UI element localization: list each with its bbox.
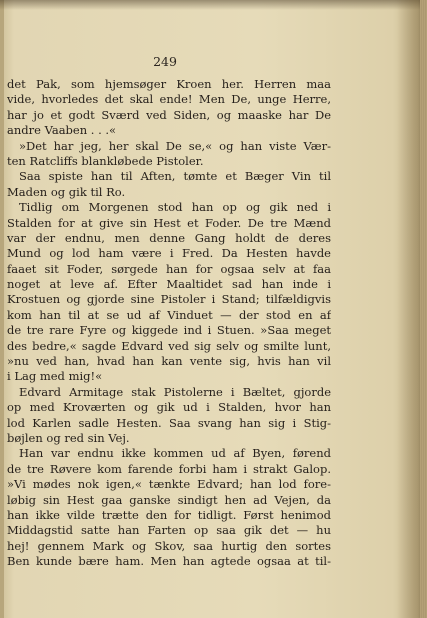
- text-line: lod Karlen sadle Hesten. Saa svang han sig i Stig-: [7, 415, 331, 430]
- text-line: i Lag med mig!«: [7, 369, 103, 384]
- text-line: var der endnu, men denne Gang holdt de deres: [7, 230, 331, 245]
- page-left-edge: [0, 0, 4, 618]
- text-line: kom han til at se ud af Vinduet — der stod en af: [7, 307, 331, 322]
- text-line: Middagstid satte han Farten op saa gik det — hu: [7, 523, 331, 538]
- text-line: Krostuen og gjorde sine Pistoler i Stand; tilfældigvis: [7, 292, 331, 307]
- text-line: »Det har jeg, her skal De se,« og han viste Vær-: [19, 138, 331, 153]
- text-line: bøjlen og red sin Vej.: [7, 430, 130, 445]
- body-text: [7, 77, 331, 570]
- text-line: løbig sin Hest gaa ganske sindigt hen ad Vejen, da: [7, 492, 331, 507]
- text-line: Han var endnu ikke kommen ud af Byen, førend: [19, 446, 331, 461]
- page-number: 249: [153, 54, 177, 69]
- text-line: op med Kroværten og gik ud i Stalden, hvor han: [7, 400, 331, 415]
- text-line: Saa spiste han til Aften, tømte et Bæger Vin til: [19, 169, 331, 184]
- text-line: har jo et godt Sværd ved Siden, og maaske har De: [7, 107, 331, 122]
- text-line: vide, hvorledes det skal ende! Men De, unge Herre,: [7, 92, 331, 107]
- text-line: Mund og lod ham være i Fred. Da Hesten havde: [7, 246, 331, 261]
- text-line: Maden og gik til Ro.: [7, 184, 126, 199]
- text-line: de tre rare Fyre og kiggede ind i Stuen. »Saa meget: [7, 323, 331, 338]
- text-line: det Pak, som hjemsøger Kroen her. Herren maa: [7, 77, 331, 91]
- top-shadow: [0, 0, 427, 10]
- text-line: »nu ved han, hvad han kan vente sig, hvis han vil: [7, 354, 331, 369]
- text-line: Ben kunde bære ham. Men han agtede ogsaa at til-: [7, 554, 331, 569]
- text-line: faaet sit Foder, sørgede han for ogsaa selv at faa: [7, 261, 331, 276]
- text-line: »Vi mødes nok igen,« tænkte Edvard; han lod fore-: [7, 477, 331, 492]
- text-line: Stalden for at give sin Hest et Foder. De tre Mænd: [7, 215, 331, 230]
- text-line: han ikke vilde trætte den for tidligt. Først henimod: [7, 507, 331, 522]
- text-line: ten Ratcliffs blankløbede Pistoler.: [7, 153, 204, 168]
- text-line: Edvard Armitage stak Pistolerne i Bæltet, gjorde: [19, 384, 331, 399]
- text-line: andre Vaaben . . .«: [7, 123, 117, 138]
- text-line: Tidlig om Morgenen stod han op og gik ned i: [19, 200, 331, 215]
- text-line: noget at leve af. Efter Maaltidet sad han inde i: [7, 277, 331, 292]
- text-line: des bedre,« sagde Edvard ved sig selv og smilte lunt,: [7, 338, 331, 353]
- page-edges: [420, 0, 427, 618]
- text-line: hej! gennem Mark og Skov, saa hurtig den sortes: [7, 538, 331, 553]
- text-line: de tre Røvere kom farende forbi ham i strakt Galop.: [7, 461, 331, 476]
